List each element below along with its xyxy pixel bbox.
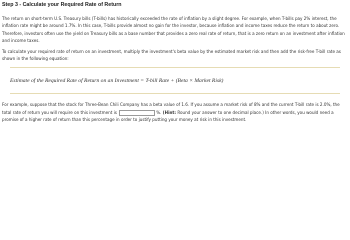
closing-text: In other words, you would need a promise of a higher rate of return than this percentage in order to justify putting your money at risk in this investment. <box>2 109 334 123</box>
intro-paragraph: The return on short-term U.S. Treasury bills (T-bills) has historically exceeded the rate of inflation by a slight degree. For example, when T-bills pay 2% interest, the inflation rate might be around 1.7%. In this case, T-bills provide almost no gain for the investor, because inflation and income taxes reduce the return to about zero. Therefore, investors often use the yield on Treasury bills as a base number that provides a zero real rate of return, that is a zero return on an investment after inflation and income taxes. <box>2 16 345 44</box>
question-text: For example, suppose that the stock for Three-Bean Chili Company has a beta value of 1.6. If you assume a market risk of 8% and the current T-bill rate is 2.0%, the total rate of return you will require on this investment is <box>2 102 340 115</box>
formula-box <box>10 67 340 94</box>
hint-text: Round your answer to one decimal place.) <box>177 109 264 115</box>
formula-text: Estimate of the Required Rate of Return on an Investment = T-bill Rate + (Beta × Market Risk) <box>10 77 224 84</box>
hint-label: (Hint: <box>162 109 176 115</box>
step-title: Step 3 - Calculate your Required Rate of Return <box>2 2 122 8</box>
instruction-paragraph: To calculate your required rate of return on an investment, multiply the investment's beta value by the estimated market risk and then add the risk-free T-bill rate as shown in the following equation: <box>2 48 341 62</box>
percent-suffix: %. <box>156 109 162 115</box>
answer-input[interactable] <box>119 110 155 116</box>
question-paragraph <box>2 101 348 123</box>
